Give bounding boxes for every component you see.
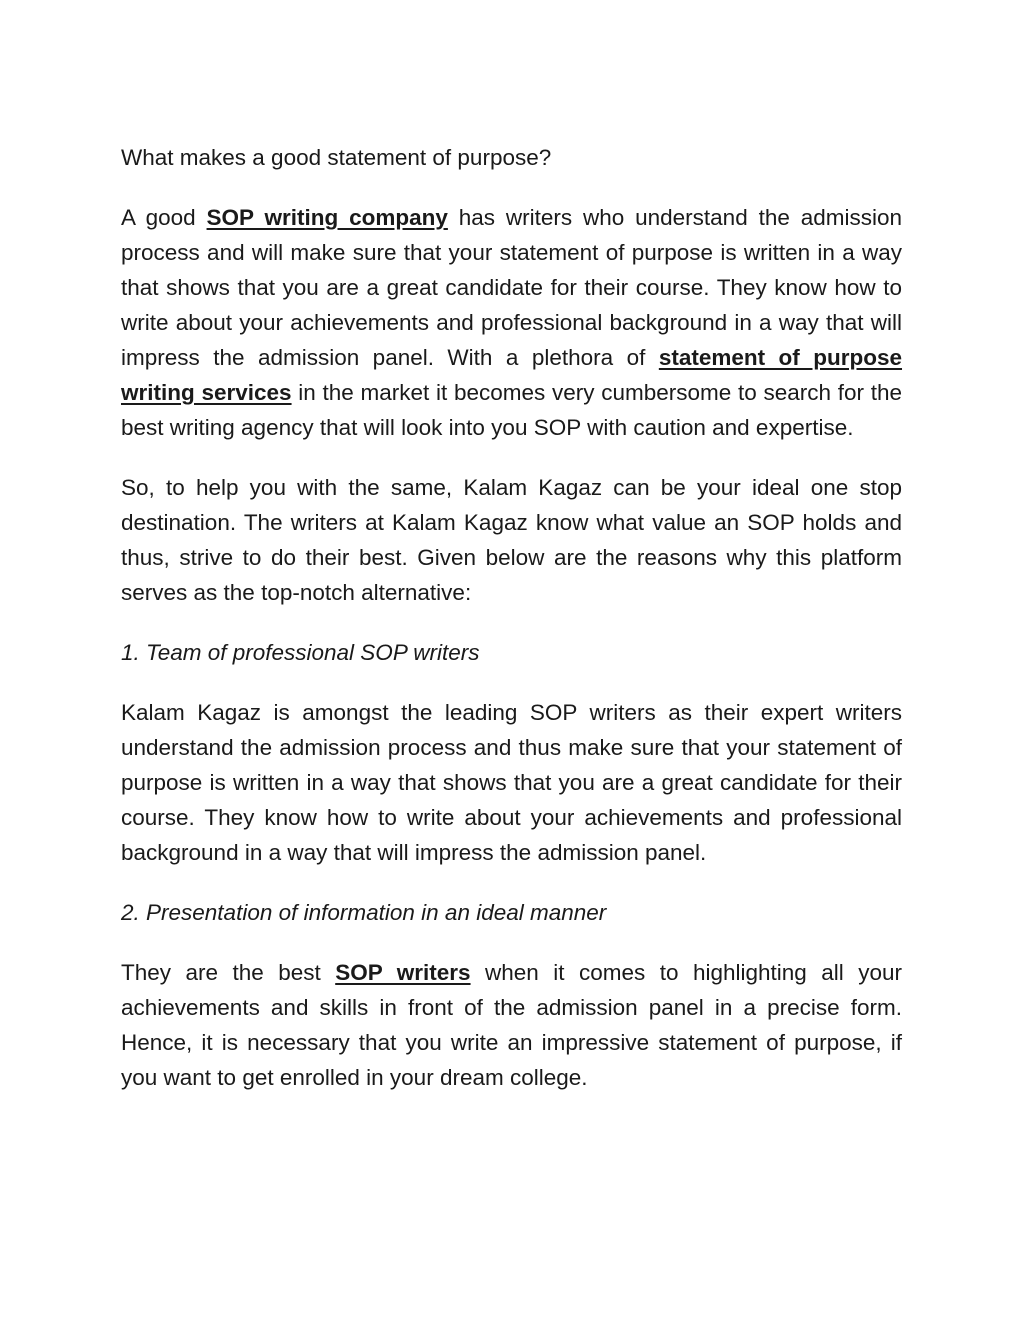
sop-writing-services-link[interactable]: statement of purpose writing services xyxy=(121,345,903,405)
section-heading-presentation: 2. Presentation of information in an ideal manner xyxy=(121,900,607,925)
paragraph-intro-text-end: in the market it becomes very cumbersome to search for the best writing agency that will look into you SOP with caution and expertise. xyxy=(121,380,902,440)
paragraph-presentation-text-start: They are the best xyxy=(121,960,336,985)
sop-writing-company-link[interactable]: SOP writing company xyxy=(206,205,448,230)
section-heading-team: 1. Team of professional SOP writers xyxy=(121,640,480,665)
paragraph-intro-text-middle: has writers who understand the admission process and will make sure that your statement of purpose is written in a way that shows that you are a great candidate for their course. They know how to write about your achievements and professional background in a way that will impress the admission panel. With a plethora of xyxy=(121,205,902,370)
document-title: What makes a good statement of purpose? xyxy=(121,145,552,170)
sop-writers-link[interactable]: SOP writers xyxy=(335,960,471,985)
paragraph-presentation xyxy=(121,955,902,1095)
paragraph-intro-text-start: A good xyxy=(121,205,207,230)
paragraph-intro xyxy=(121,200,902,445)
paragraph-team: Kalam Kagaz is amongst the leading SOP writers as their expert writers understand the admission process and thus make sure that your statement of purpose is written in a way that shows that you are a great candidate for their course. They know how to write about your achievements and professional background in a way that will impress the admission panel. xyxy=(121,700,902,865)
paragraph-kalam-kagaz: So, to help you with the same, Kalam Kagaz can be your ideal one stop destination. The writers at Kalam Kagaz know what value an SOP holds and thus, strive to do their best. Given below are the reasons why this platform serves as the top-notch alternative: xyxy=(121,475,902,605)
document-body xyxy=(121,140,902,1120)
paragraph-presentation-text-end: when it comes to highlighting all your achievements and skills in front of the admission panel in a precise form. Hence, it is necessary that you write an impressive statement of purpose, if you want to get enrolled in your dream college. xyxy=(121,960,902,1090)
